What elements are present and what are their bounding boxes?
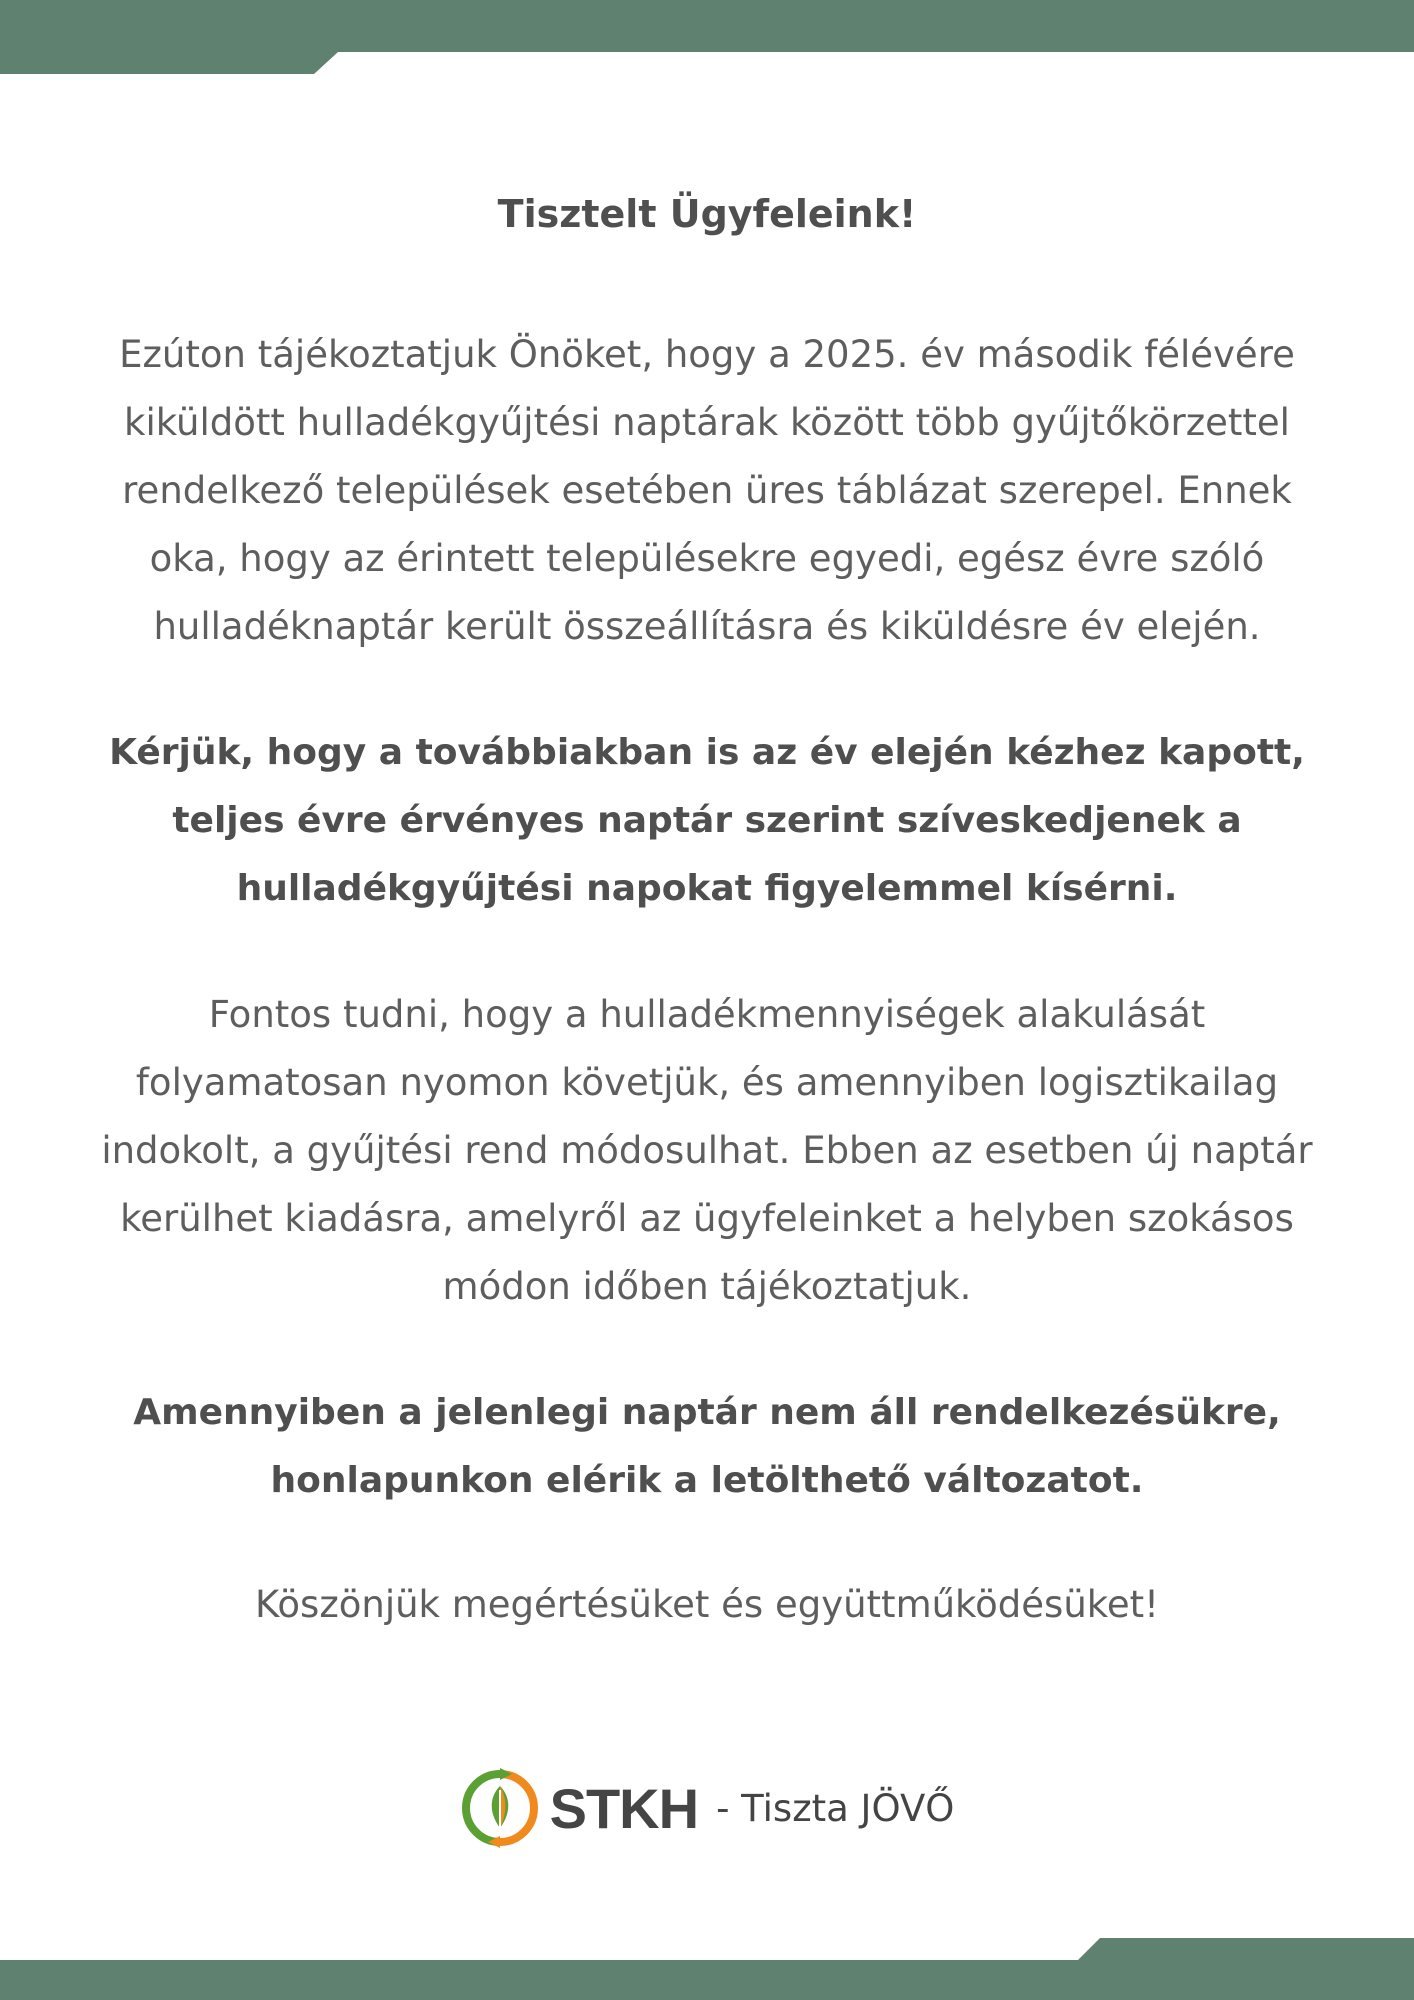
top-header-band: [0, 0, 1414, 76]
letter-greeting: Tisztelt Ügyfeleink!: [497, 192, 917, 236]
leaf-recycle-icon: [460, 1768, 540, 1848]
paragraph-request: Kérjük, hogy a továbbiakban is az év elején kézhez kapott, teljes évre érvényes naptár szerint szíveskedjenek a hulladékgyűjtési napokat figyelemmel kísérni.: [109, 732, 1305, 909]
brand-name: STKH: [549, 1776, 699, 1840]
brand-slogan: - Tiszta JÖVŐ: [716, 1786, 955, 1830]
paragraph-download-info: Amennyiben a jelenlegi naptár nem áll rendelkezésükre, honlapunkon elérik a letölthető változatot.: [133, 1392, 1281, 1501]
letter-body: [90, 185, 1324, 1697]
bottom-footer-band: [0, 1938, 1414, 2000]
stkh-logo: [460, 1768, 698, 1848]
paragraph-closing: Köszönjük megértésüket és együttműködésüket!: [254, 1583, 1159, 1626]
paragraph-notice: Fontos tudni, hogy a hulladékmennyiségek alakulását folyamatosan nyomon követjük, és amennyiben logisztikailag indokolt, a gyűjtési rend módosulhat. Ebben az esetben új naptár kerülhet kiadásra, amelyről az ügyfeleinket a helyben szokásos módon időben tájékoztatjuk.: [101, 993, 1313, 1308]
paragraph-explanation: Ezúton tájékoztatjuk Önöket, hogy a 2025. év második félévére kiküldött hulladékgyűjtési naptárak között több gyűjtőkörzettel rendelkező települések esetében üres táblázat szerepel. Ennek oka, hogy az érintett településekre egyedi, egész évre szóló hulladéknaptár került összeállításra és kiküldésre év elején.: [119, 333, 1295, 648]
footer-brand: [0, 1768, 1414, 1848]
